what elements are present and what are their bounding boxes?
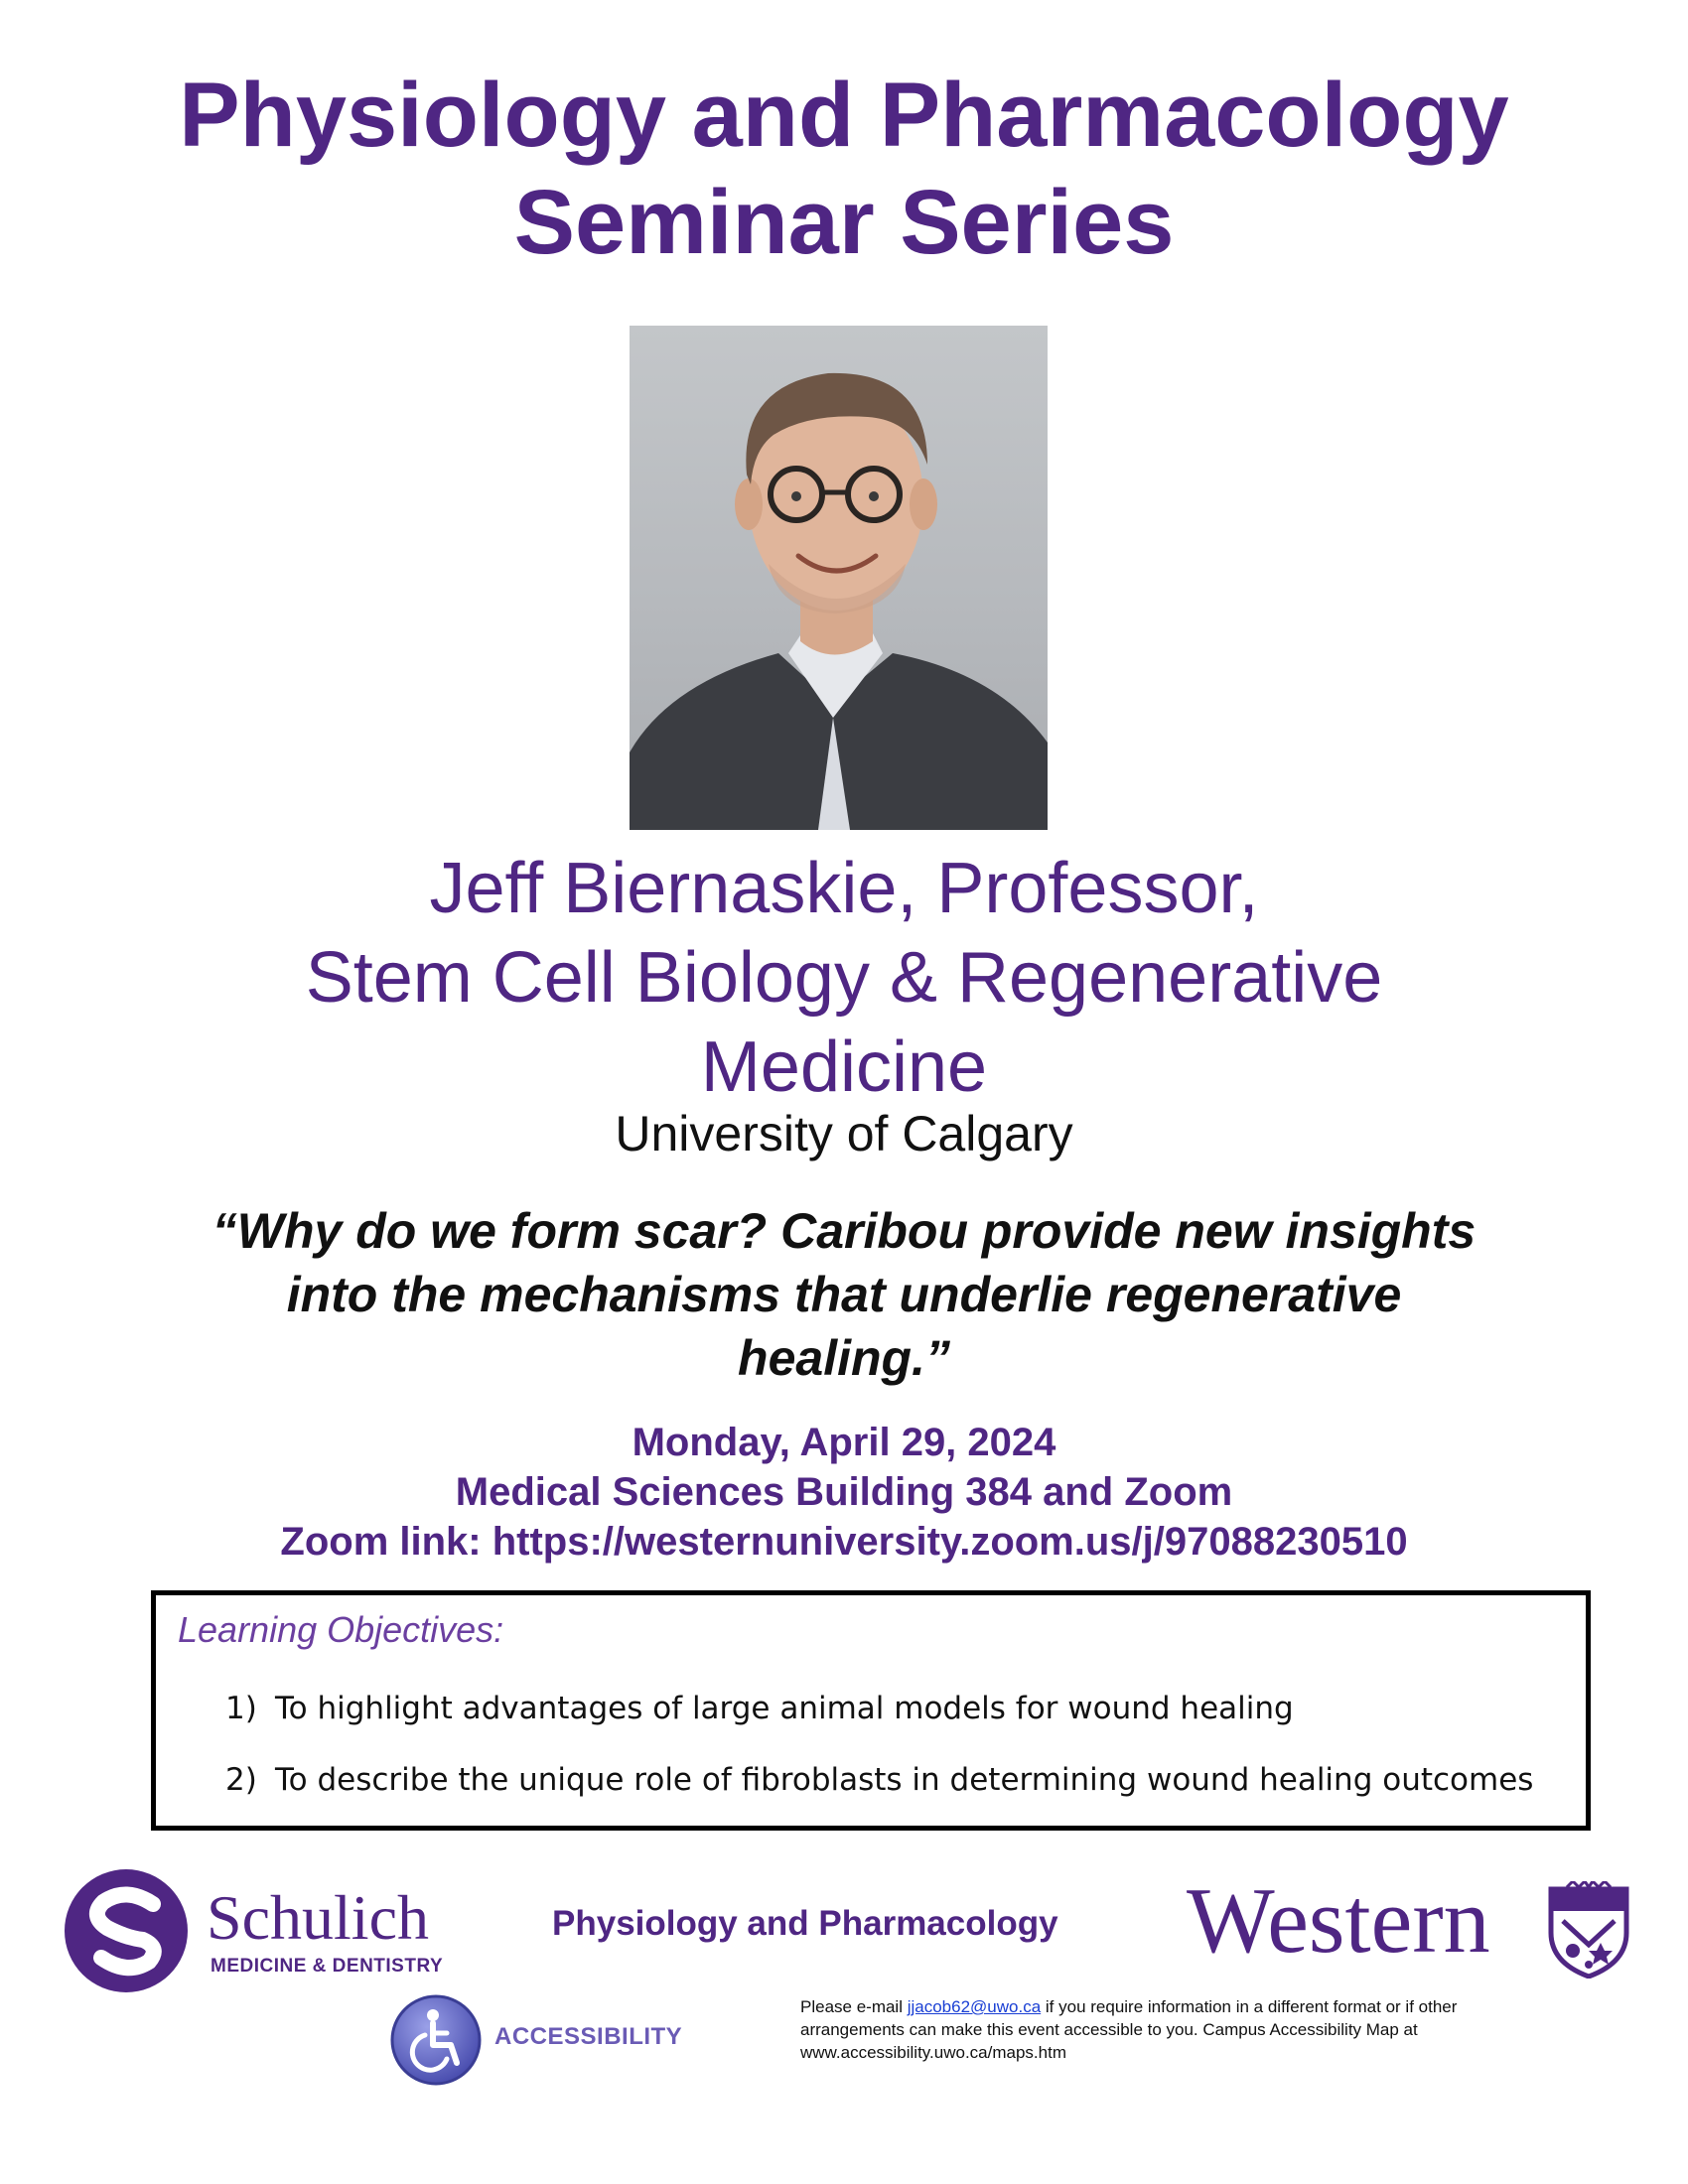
speaker-line-1: Jeff Biernaskie, Professor, <box>429 849 1259 928</box>
title-line-1: Physiology and Pharmacology <box>179 65 1509 166</box>
schulich-subtitle: MEDICINE & DENTISTRY <box>211 1956 444 1977</box>
accessibility-wheelchair-icon <box>389 1993 483 2087</box>
accessibility-label: ACCESSIBILITY <box>494 2023 683 2050</box>
event-location: Medical Sciences Building 384 and Zoom <box>455 1470 1233 1514</box>
event-details <box>0 1418 1688 1567</box>
notice-email-link[interactable]: jjacob62@uwo.ca <box>907 1997 1042 2016</box>
western-crest-icon <box>1547 1881 1630 1979</box>
schulich-logo-icon <box>62 1866 191 1995</box>
objective-number: 2) <box>225 1762 257 1798</box>
event-zoom <box>0 1517 1688 1567</box>
talk-title <box>99 1199 1589 1390</box>
talk-line-1: “Why do we form scar? Caribou provide new insights <box>211 1203 1477 1259</box>
page-title <box>0 62 1688 276</box>
schulich-wordmark: Schulich <box>207 1882 429 1953</box>
notice-prefix: Please e-mail <box>800 1997 908 2016</box>
objective-text: To highlight advantages of large animal models for wound healing <box>275 1691 1294 1726</box>
objective-number: 1) <box>225 1691 257 1726</box>
speaker-line-2: Stem Cell Biology & Regenerative <box>305 938 1383 1018</box>
objective-text: To describe the unique role of fibroblasts in determining wound healing outcomes <box>275 1762 1534 1798</box>
zoom-link[interactable]: https://westernuniversity.zoom.us/j/97088230510 <box>492 1520 1408 1564</box>
notice-suffix: if you require information in a different format or if other arrangements can make this event accessible to you. Campus Accessibility Map at www.accessibility.uwo.ca/maps.htm <box>800 1997 1458 2062</box>
speaker-affiliation: University of Calgary <box>615 1106 1073 1161</box>
speaker-line-3: Medicine <box>700 1027 988 1107</box>
western-wordmark: Western <box>1187 1869 1490 1973</box>
event-date: Monday, April 29, 2024 <box>632 1421 1056 1464</box>
talk-line-3: healing.” <box>738 1330 950 1386</box>
title-line-2: Seminar Series <box>513 172 1175 273</box>
talk-line-2: into the mechanisms that underlie regenerative <box>286 1267 1402 1322</box>
speaker-name <box>0 844 1688 1112</box>
accessibility-notice <box>800 1995 1495 2064</box>
speaker-photo <box>630 326 1048 830</box>
zoom-label: Zoom link: <box>280 1520 482 1564</box>
objective-item <box>225 1691 1294 1726</box>
objective-item <box>225 1762 1533 1798</box>
objectives-title: Learning Objectives: <box>178 1609 504 1650</box>
department-name: Physiology and Pharmacology <box>552 1904 1058 1943</box>
learning-objectives-box <box>151 1590 1591 1831</box>
